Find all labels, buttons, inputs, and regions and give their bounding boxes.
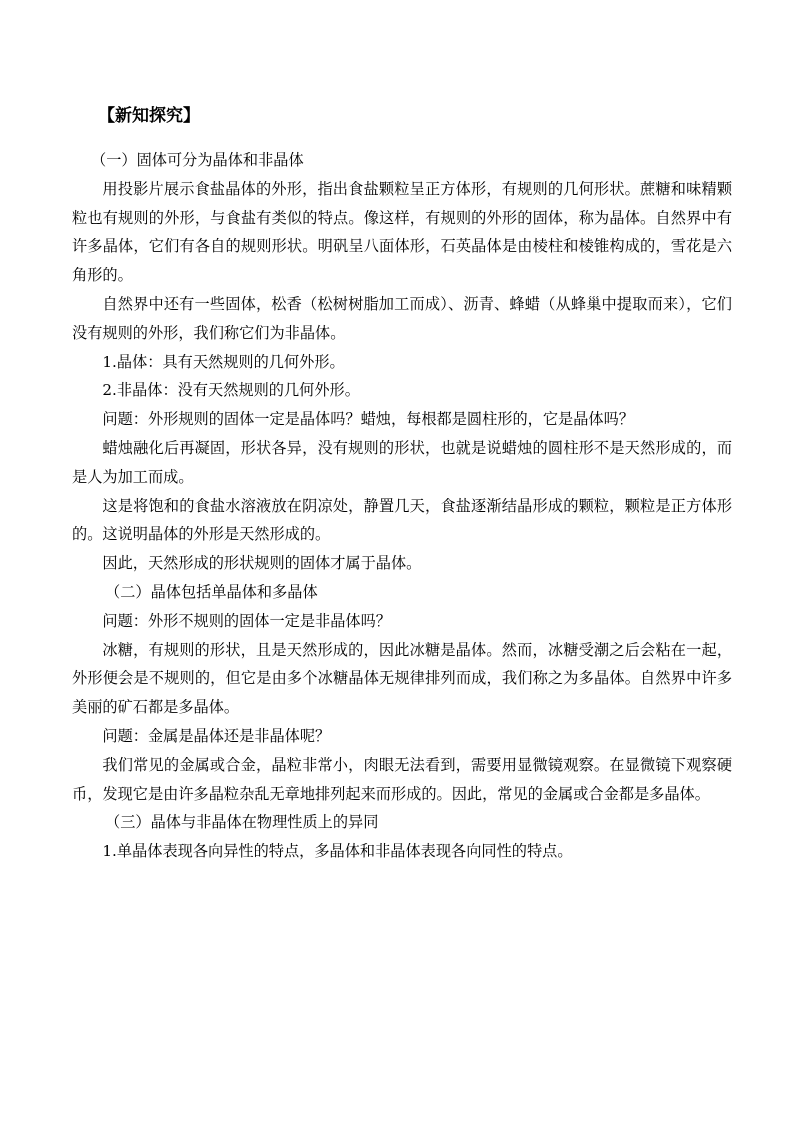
document-body bbox=[72, 146, 732, 866]
subsection-title: （一）固体可分为晶体和非晶体 bbox=[91, 151, 304, 169]
subsection-title: （三）晶体与非晶体在物理性质上的异同 bbox=[105, 813, 379, 832]
list-item: 1.晶体：具有天然规则的几何外形。 bbox=[102, 352, 345, 371]
paragraph: 我们常见的金属或合金，晶粒非常小，肉眼无法看到，需要用显微镜观察。在显微镜下观察硬币，发现它是由许多晶粒杂乱无章地排列起来而形成的。因此，常见的金属或合金都是多晶体。 bbox=[72, 755, 732, 803]
paragraph: 这是将饱和的食盐水溶液放在阴凉处，静置几天，食盐逐渐结晶形成的颗粒，颗粒是正方体形的。这说明晶体的外形是天然形成的。 bbox=[72, 496, 732, 544]
paragraph: 冰糖，有规则的形状，且是天然形成的，因此冰糖是晶体。然而，冰糖受潮之后会粘在一起，外形便会是不规则的，但它是由多个冰糖晶体无规律排列而成，我们称之为多晶体。自然界中许多美丽的矿石都是多晶体。 bbox=[72, 640, 732, 717]
list-item: 1.单晶体表现各向异性的特点，多晶体和非晶体表现各向同性的特点。 bbox=[102, 842, 573, 861]
paragraph: 蜡烛融化后再凝固，形状各异，没有规则的形状，也就是说蜡烛的圆柱形不是天然形成的，而是人为加工而成。 bbox=[72, 438, 732, 486]
paragraph: 用投影片展示食盐晶体的外形，指出食盐颗粒呈正方体形，有规则的几何形状。蔗糖和味精颗粒也有规则的外形，与食盐有类似的特点。像这样，有规则的外形的固体，称为晶体。自然界中有许多晶体，它们有各自的规则形状。明矾呈八面体形，石英晶体是由棱柱和棱锥构成的，雪花是六角形的。 bbox=[72, 179, 732, 285]
paragraph: 自然界中还有一些固体，松香（松树树脂加工而成）、沥青、蜂蜡（从蜂巢中提取而来），它们没有规则的外形，我们称它们为非晶体。 bbox=[72, 294, 732, 342]
list-item: 2.非晶体：没有天然规则的几何外形。 bbox=[102, 381, 360, 400]
section-heading: 【新知探究】 bbox=[98, 106, 200, 126]
subsection-title: （二）晶体包括单晶体和多晶体 bbox=[105, 582, 318, 601]
question: 问题：外形不规则的固体一定是非晶体吗？ bbox=[102, 611, 391, 630]
question: 问题：外形规则的固体一定是晶体吗？蜡烛，每根都是圆柱形的，它是晶体吗？ bbox=[102, 410, 634, 429]
question: 问题：金属是晶体还是非晶体呢？ bbox=[102, 726, 331, 745]
paragraph: 因此，天然形成的形状规则的固体才属于晶体。 bbox=[102, 554, 422, 573]
